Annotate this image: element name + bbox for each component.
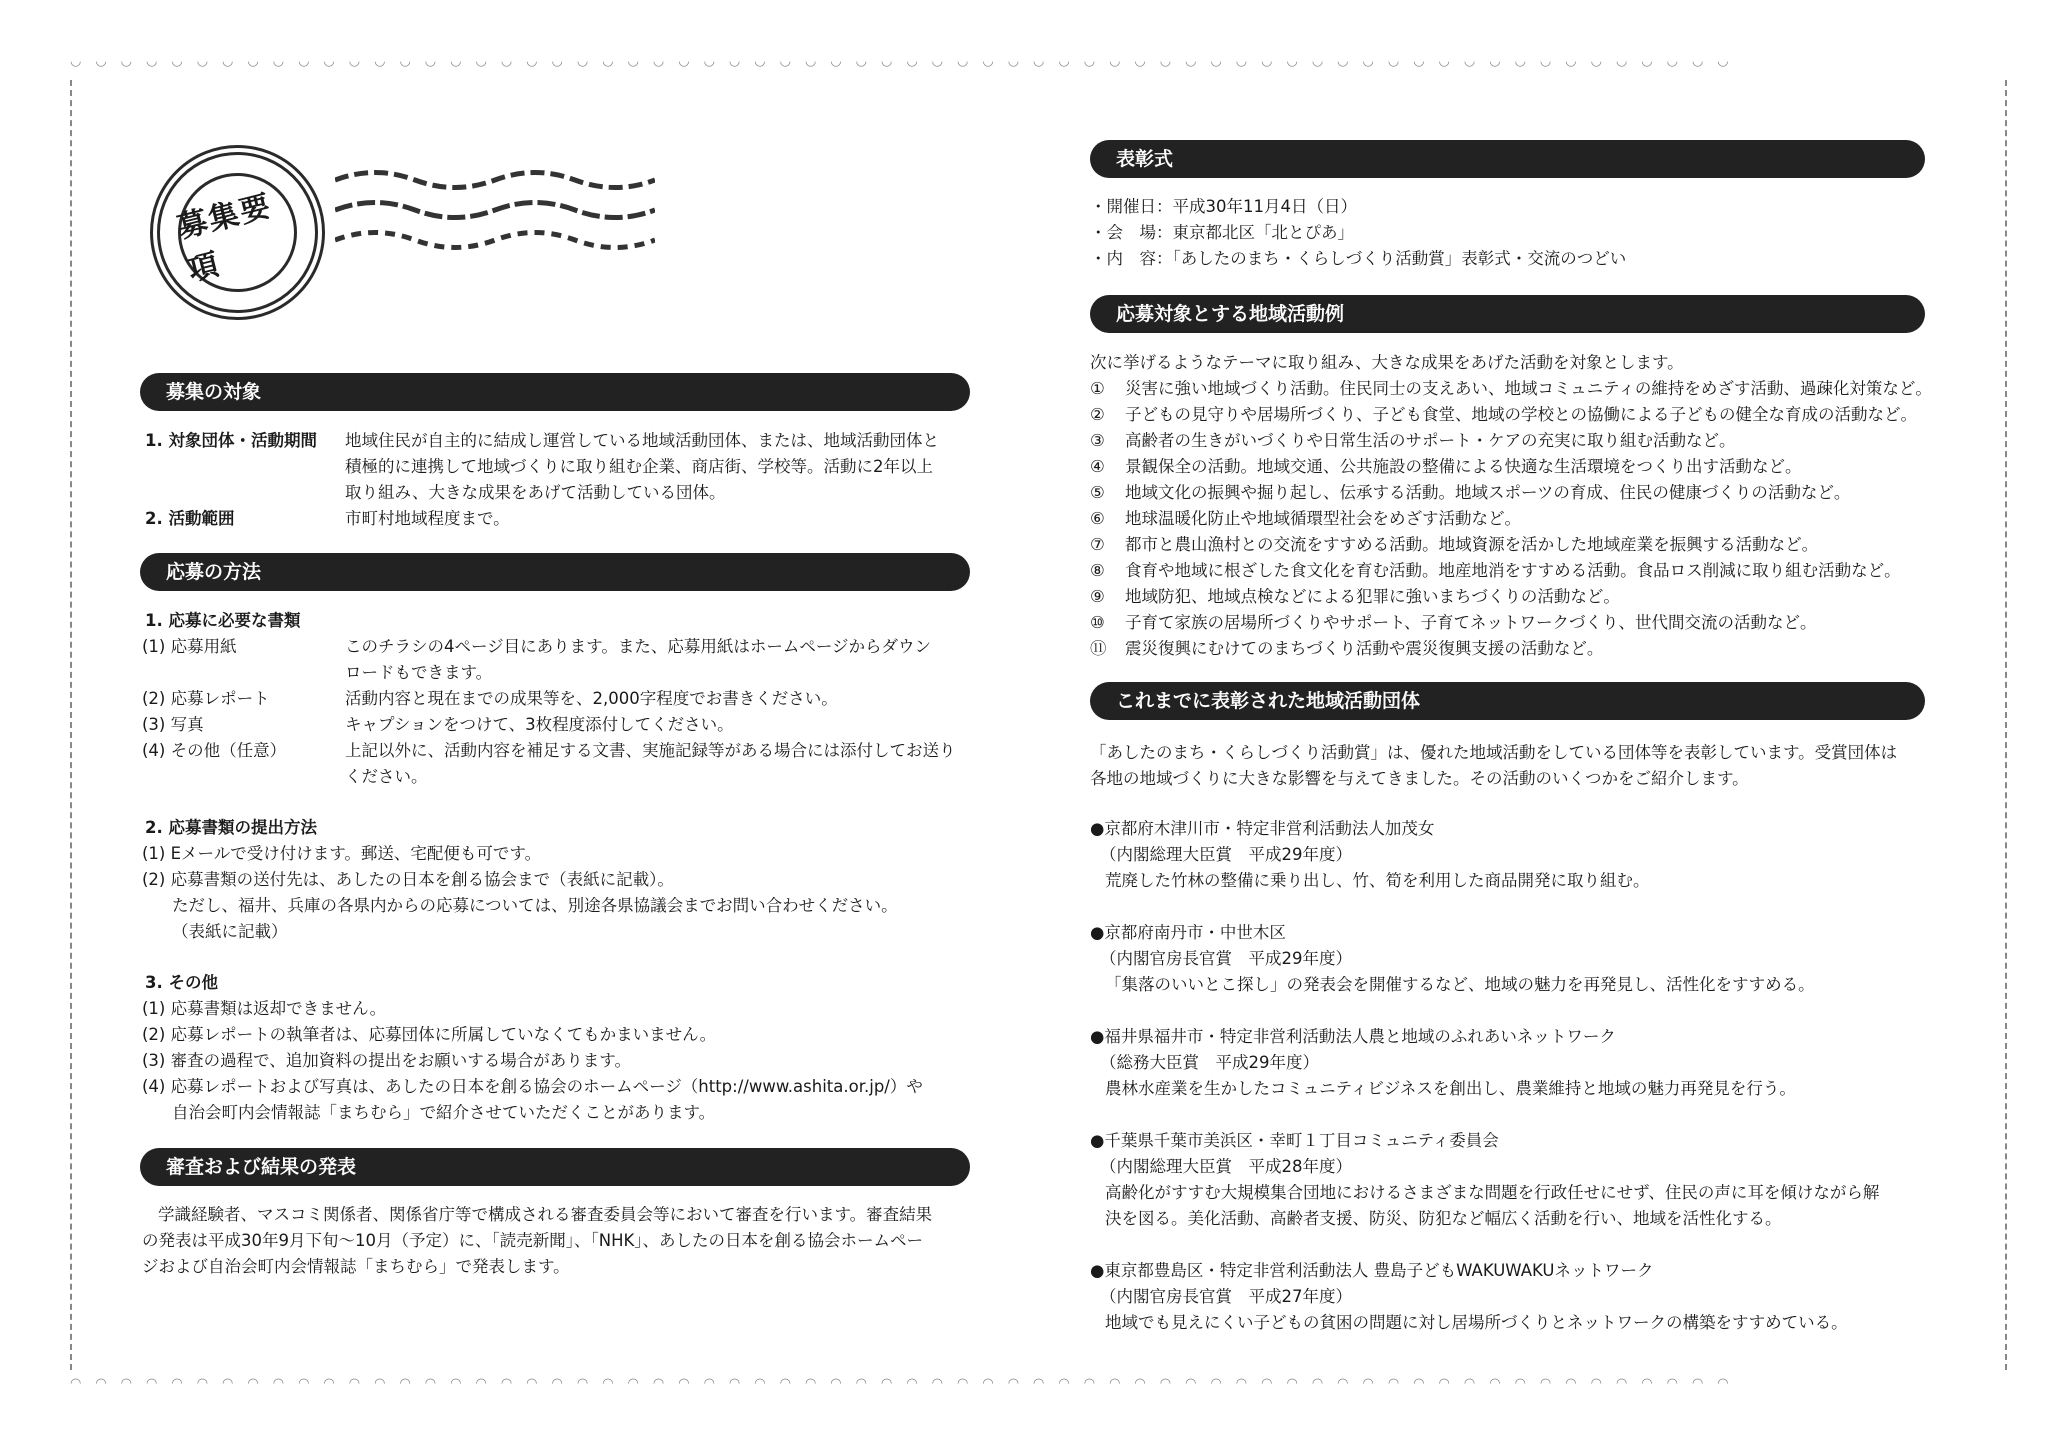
group-name: ●福井県福井市・特定非営利活動法人農と地域のふれあいネットワーク: [1090, 1027, 1616, 1046]
list-item: 高齢者の生きがいづくりや日常生活のサポート・ケアの充実に取り組む活動など。: [1125, 431, 1736, 450]
group-desc: 地域でも見えにくい子どもの貧困の問題に対し居場所づくりとネットワークの構築をすすめている。: [1105, 1313, 1848, 1332]
list-number: ⑨: [1090, 587, 1105, 606]
text-line: 積極的に連携して地域づくりに取り組む企業、商店街、学校等。活動に2年以上: [345, 457, 933, 476]
row-label: (4) その他（任意）: [142, 741, 287, 760]
sub-heading: 3. その他: [145, 973, 218, 992]
group-award: （内閣総理大臣賞 平成29年度）: [1100, 845, 1352, 864]
section-bar-hyosho-dantai: これまでに表彰された地域活動団体: [1090, 682, 1925, 720]
group-award: （総務大臣賞 平成29年度）: [1100, 1053, 1319, 1072]
row-label: (2) 応募レポート: [142, 689, 270, 708]
list-number: ⑦: [1090, 535, 1105, 554]
text-line: 地域住民が自主的に結成し運営している地域活動団体、または、地域活動団体と: [345, 431, 939, 450]
text-line: (2) 応募レポートの執筆者は、応募団体に所属していなくてもかまいません。: [142, 1025, 717, 1044]
text-line: ロードもできます。: [345, 663, 493, 682]
row-label: (1) 応募用紙: [142, 637, 237, 656]
text-line: 自治会町内会情報誌「まちむら」で紹介させていただくことがあります。: [172, 1103, 716, 1122]
text-line: ジおよび自治会町内会情報誌「まちむら」で発表します。: [142, 1257, 570, 1276]
postmark-stamp: [150, 145, 325, 320]
list-number: ⑩: [1090, 613, 1105, 632]
text-line: ください。: [345, 767, 428, 786]
text-line: (3) 審査の過程で、追加資料の提出をお願いする場合があります。: [142, 1051, 631, 1070]
sub-heading: 2. 応募書類の提出方法: [145, 818, 317, 837]
text-line: （表紙に記載）: [172, 922, 288, 941]
list-number: ③: [1090, 431, 1105, 450]
text-line: 取り組み、大きな成果をあげて活動している団体。: [345, 483, 726, 502]
list-number: ⑤: [1090, 483, 1105, 502]
list-item: 災害に強い地域づくり活動。住民同士の支えあい、地域コミュニティの維持をめざす活動、過疎化対策など。: [1125, 379, 1932, 398]
text-line: このチラシの4ページ目にあります。また、応募用紙はホームページからダウン: [345, 637, 932, 656]
text-line: (1) 応募書類は返却できません。: [142, 999, 387, 1018]
group-name: ●千葉県千葉市美浜区・幸町１丁目コミュニティ委員会: [1090, 1131, 1499, 1150]
list-number: ②: [1090, 405, 1105, 424]
section-bar-boshu-taisho: 募集の対象: [140, 373, 970, 411]
section-bar-obo-hoho: 応募の方法: [140, 553, 970, 591]
postmark-waves-icon: [335, 160, 655, 270]
list-item: 地球温暖化防止や地域循環型社会をめざす活動など。: [1125, 509, 1521, 528]
text-line: 「あしたのまち・くらしづくり活動賞」は、優れた地域活動をしている団体等を表彰しています。受賞団体は: [1090, 743, 1898, 762]
list-number: ⑧: [1090, 561, 1105, 580]
sub-heading: 1. 応募に必要な書類: [145, 611, 301, 630]
group-name: ●京都府南丹市・中世木区: [1090, 923, 1286, 942]
section-bar-katsudo-rei: 応募対象とする地域活動例: [1090, 295, 1925, 333]
stamp-edge-bottom: ◠◠◠◠◠◠◠◠◠◠◠◠◠◠◠◠◠◠◠◠◠◠◠◠◠◠◠◠◠◠◠◠◠◠◠◠◠◠◠◠◠◠◠◠◠◠◠◠◠◠◠◠◠◠◠◠◠◠◠◠◠◠◠◠◠◠: [70, 1376, 1743, 1391]
list-number: ①: [1090, 379, 1105, 398]
group-award: （内閣官房長官賞 平成27年度）: [1100, 1287, 1352, 1306]
text-line: ・開催日：平成30年11月4日（日）: [1090, 197, 1357, 216]
text-line: ・会 場：東京都北区「北とぴあ」: [1090, 223, 1354, 242]
text-line: 活動内容と現在までの成果等を、2,000字程度でお書きください。: [345, 689, 838, 708]
list-number: ⑥: [1090, 509, 1105, 528]
text-line: ただし、福井、兵庫の各県内からの応募については、別途各県協議会までお問い合わせください。: [172, 896, 898, 915]
list-number: ⑪: [1090, 639, 1107, 658]
list-item: 都市と農山漁村との交流をすすめる活動。地域資源を活かした地域産業を振興する活動など。: [1125, 535, 1819, 554]
text-line: 各地の地域づくりに大きな影響を与えてきました。その活動のいくつかをご紹介します。: [1090, 769, 1749, 788]
stamp-edge-top: ◡◡◡◡◡◡◡◡◡◡◡◡◡◡◡◡◡◡◡◡◡◡◡◡◡◡◡◡◡◡◡◡◡◡◡◡◡◡◡◡◡◡◡◡◡◡◡◡◡◡◡◡◡◡◡◡◡◡◡◡◡◡◡◡◡◡: [70, 54, 1743, 69]
text-line: 上記以外に、活動内容を補足する文書、実施記録等がある場合には添付してお送り: [345, 741, 956, 760]
group-desc: 「集落のいいとこ探し」の発表会を開催するなど、地域の魅力を再発見し、活性化をすすめる。: [1105, 975, 1815, 994]
group-name: ●京都府木津川市・特定非営利活動法人加茂女: [1090, 819, 1435, 838]
group-award: （内閣総理大臣賞 平成28年度）: [1100, 1157, 1352, 1176]
list-item: 震災復興にむけてのまちづくり活動や震災復興支援の活動など。: [1125, 639, 1604, 658]
section-bar-shinsa: 審査および結果の発表: [140, 1148, 970, 1186]
item-label: 1. 対象団体・活動期間: [145, 431, 317, 450]
stamp-edge-left: [70, 80, 92, 1370]
group-name: ●東京都豊島区・特定非営利活動法人 豊島子どもWAKUWAKUネットワーク: [1090, 1261, 1654, 1280]
list-item: 食育や地域に根ざした食文化を育む活動。地産地消をすすめる活動。食品ロス削減に取り組む活動など。: [1125, 561, 1901, 580]
row-label: (3) 写真: [142, 715, 204, 734]
text-line: (2) 応募書類の送付先は、あしたの日本を創る協会まで（表紙に記載）。: [142, 870, 674, 889]
list-number: ④: [1090, 457, 1105, 476]
list-item: 景観保全の活動。地域交通、公共施設の整備による快適な生活環境をつくり出す活動など。: [1125, 457, 1802, 476]
group-desc: 高齢化がすすむ大規模集合団地におけるさまざまな問題を行政任せにせず、住民の声に耳を傾けながら解: [1105, 1183, 1880, 1202]
text-line: (4) 応募レポートおよび写真は、あしたの日本を創る協会のホームページ（http://www.ashita.or.jp/）や: [142, 1077, 923, 1096]
group-award: （内閣官房長官賞 平成29年度）: [1100, 949, 1352, 968]
stamp-title: 募集要項: [173, 188, 276, 288]
item-label: 2. 活動範囲: [145, 509, 235, 528]
text-line: (1) Eメールで受け付けます。郵送、宅配便も可です。: [142, 844, 542, 863]
list-item: 地域文化の振興や掘り起し、伝承する活動。地域スポーツの育成、住民の健康づくりの活動など。: [1125, 483, 1851, 502]
text-line: 市町村地域程度まで。: [345, 509, 510, 528]
list-item: 子育て家族の居場所づくりやサポート、子育てネットワークづくり、世代間交流の活動など。: [1125, 613, 1817, 632]
text-line: キャプションをつけて、3枚程度添付してください。: [345, 715, 734, 734]
section-bar-hyoshoshiki: 表彰式: [1090, 140, 1925, 178]
list-item: 地域防犯、地域点検などによる犯罪に強いまちづくりの活動など。: [1125, 587, 1620, 606]
group-desc: 決を図る。美化活動、高齢者支援、防災、防犯など幅広く活動を行い、地域を活性化する。: [1105, 1209, 1782, 1228]
text-line: ・内 容：「あしたのまち・くらしづくり活動賞」表彰式・交流のつどい: [1090, 249, 1627, 268]
group-desc: 荒廃した竹林の整備に乗り出し、竹、筍を利用した商品開発に取り組む。: [1105, 871, 1650, 890]
stamp-edge-right: [1985, 80, 2007, 1370]
group-desc: 農林水産業を生かしたコミュニティビジネスを創出し、農業維持と地域の魅力再発見を行う。: [1105, 1079, 1796, 1098]
text-line: 次に挙げるようなテーマに取り組み、大きな成果をあげた活動を対象とします。: [1090, 353, 1684, 372]
text-line: の発表は平成30年9月下旬～10月（予定）に、「読売新聞」、「NHK」、あしたの日本を創る協会ホームペー: [142, 1231, 924, 1250]
list-item: 子どもの見守りや居場所づくり、子ども食堂、地域の学校との協働による子どもの健全な育成の活動など。: [1125, 405, 1917, 424]
text-line: 学識経験者、マスコミ関係者、関係省庁等で構成される審査委員会等において審査を行います。審査結果: [158, 1205, 933, 1224]
